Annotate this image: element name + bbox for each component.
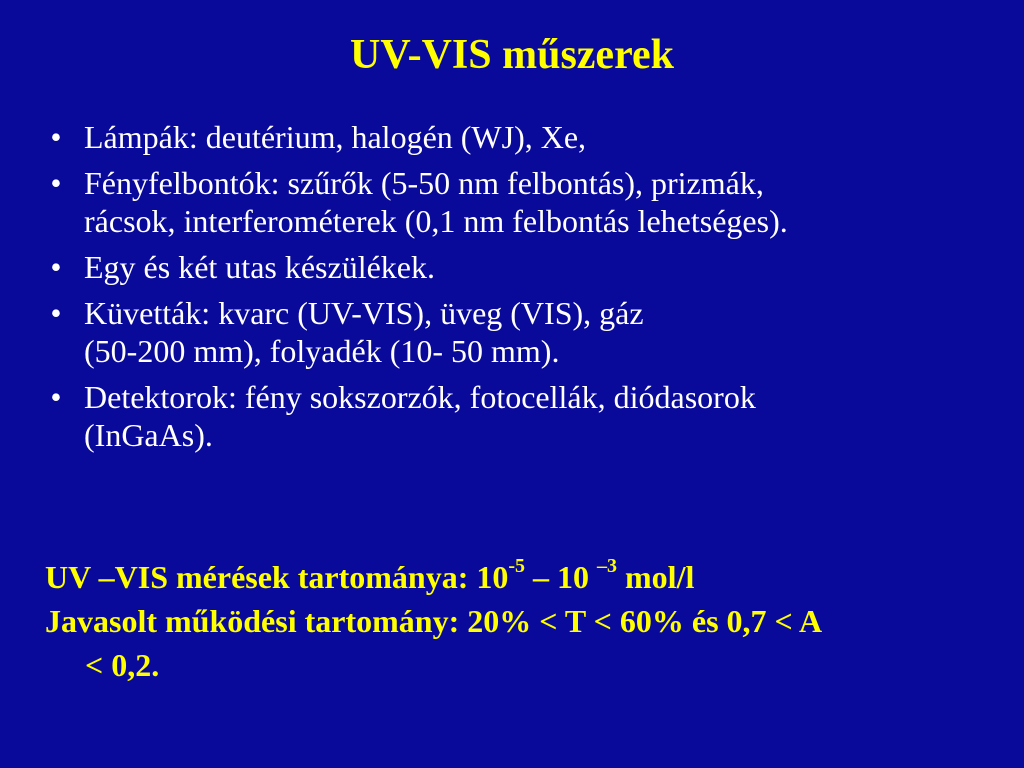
- range-prefix: UV –VIS mérések tartománya: 10: [45, 559, 509, 595]
- range-suffix: mol/l: [617, 559, 695, 595]
- bullet-item-dispersers: [40, 164, 1010, 240]
- bullet-item-beam-types: [40, 248, 1010, 286]
- bullet-dot-icon: •: [50, 295, 62, 331]
- range-middle: – 10: [525, 559, 598, 595]
- bullet-item-cuvettes: [40, 294, 1010, 370]
- bullet-item-detectors: [40, 378, 1010, 454]
- bullet-text-line: Küvetták: kvarc (UV-VIS), üveg (VIS), gáz: [84, 295, 644, 331]
- bullet-dot-icon: •: [50, 165, 62, 201]
- bullet-text-line: Egy és két utas készülékek.: [84, 249, 435, 285]
- bullet-text-line: rácsok, interferométerek (0,1 nm felbontás lehetséges).: [84, 203, 788, 239]
- bullet-dot-icon: •: [50, 119, 62, 155]
- slide-title: UV-VIS műszerek: [350, 32, 674, 78]
- bullet-text-line: Lámpák: deutérium, halogén (WJ), Xe,: [84, 119, 587, 155]
- recommended-range-line-continued: < 0,2.: [85, 647, 160, 683]
- footer-notes: [45, 555, 1020, 687]
- range-exponent-1: -5: [508, 555, 526, 578]
- bullet-text-line: (InGaAs).: [84, 417, 213, 453]
- bullet-text-line: Fényfelbontók: szűrők (5-50 nm felbontás), prizmák,: [84, 165, 764, 201]
- bullet-text-line: (50-200 mm), folyadék (10- 50 mm).: [84, 333, 560, 369]
- bullet-dot-icon: •: [50, 379, 62, 415]
- measurement-range-line: [45, 555, 1020, 599]
- bullet-list: [40, 118, 1010, 462]
- bullet-dot-icon: •: [50, 249, 62, 285]
- range-exponent-2: –3: [597, 555, 618, 578]
- bullet-text-line: Detektorok: fény sokszorzók, fotocellák, diódasorok: [84, 379, 756, 415]
- recommended-range-line: Javasolt működési tartomány: 20% < T < 60% és 0,7 < A: [45, 603, 823, 639]
- bullet-item-lamps: [40, 118, 1010, 156]
